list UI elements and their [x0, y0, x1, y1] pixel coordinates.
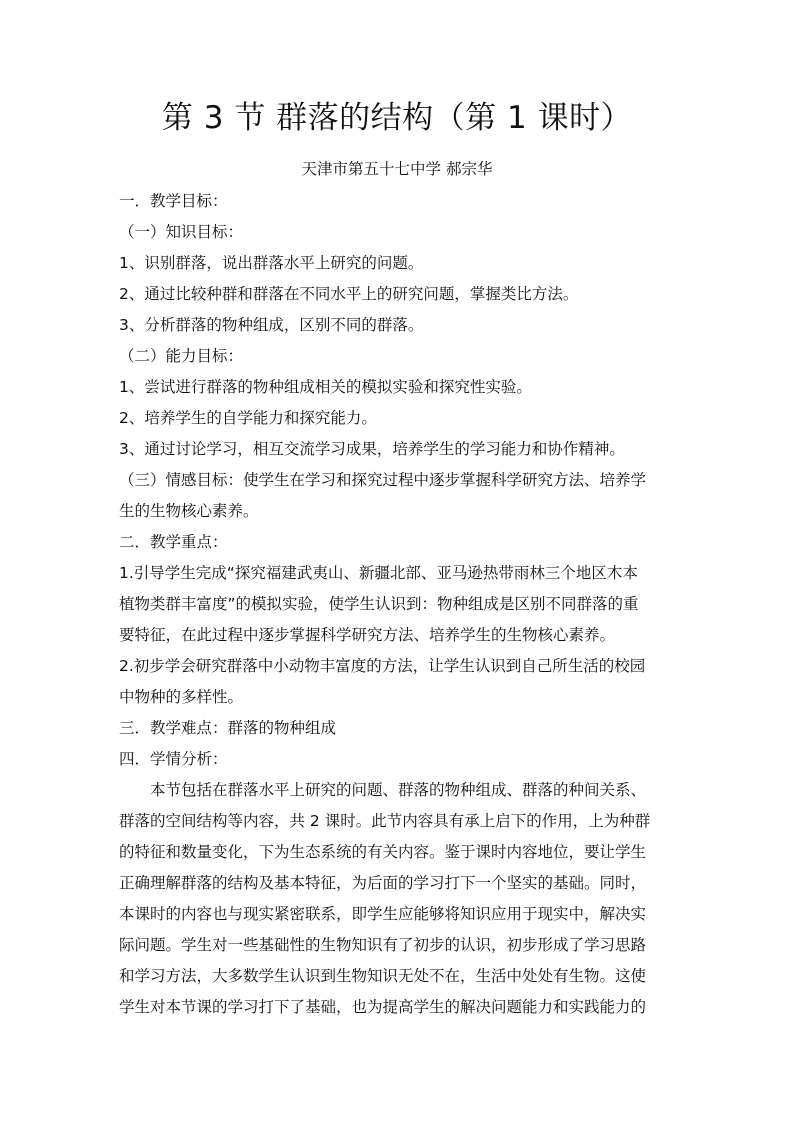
knowledge-item: 2、通过比较种群和群落在不同水平上的研究问题，掌握类比方法。	[119, 285, 579, 303]
analysis-line: 和学习方法，大多数学生认识到生物知识无处不在，生活中处处有生物。这使	[119, 967, 647, 985]
key-points-heading: 二．教学重点：	[119, 533, 228, 551]
ability-heading: （二）能力目标：	[119, 347, 244, 365]
analysis-line: 学生对本节课的学习打下了基础，也为提高学生的解决问题能力和实践能力的	[119, 998, 647, 1016]
analysis-line: 的特征和数量变化，下为生态系统的有关内容。鉴于课时内容地位，要让学生	[119, 843, 647, 861]
author-line: 天津市第五十七中学 郝宗华	[301, 160, 493, 178]
analysis-line: 本课时的内容也与现实紧密联系，即学生应能够将知识应用于现实中，解决实	[119, 905, 647, 923]
knowledge-heading: （一）知识目标：	[119, 223, 244, 241]
emotion-goal-line: 生的生物核心素养。	[119, 502, 259, 520]
document-body	[119, 186, 669, 1023]
key-point-line: 1.引导学生完成“探究福建武夷山、新疆北部、亚马逊热带雨林三个地区木本	[119, 564, 638, 582]
emotion-goal-line: （三）情感目标：使学生在学习和探究过程中逐步掌握科学研究方法、培养学	[119, 471, 647, 489]
difficulty-line: 三．教学难点：群落的物种组成	[119, 719, 337, 737]
analysis-line: 正确理解群落的结构及基本特征，为后面的学习打下一个坚实的基础。同时，	[119, 874, 647, 892]
key-point-line: 中物种的多样性。	[119, 688, 244, 706]
knowledge-item: 1、识别群落，说出群落水平上研究的问题。	[119, 254, 424, 272]
knowledge-item: 3、分析群落的物种组成，区别不同的群落。	[119, 316, 424, 334]
key-point-line: 植物类群丰富度”的模拟实验，使学生认识到：物种组成是区别不同群落的重	[119, 595, 639, 613]
analysis-heading: 四．学情分析：	[119, 750, 228, 768]
ability-item: 1、尝试进行群落的物种组成相关的模拟实验和探究性实验。	[119, 378, 532, 396]
ability-item: 2、培养学生的自学能力和探究能力。	[119, 409, 377, 427]
document-title: 第 3 节 群落的结构（第 1 课时）	[161, 100, 633, 136]
ability-item: 3、通过讨论学习，相互交流学习成果，培养学生的学习能力和协作精神。	[119, 440, 625, 458]
analysis-line: 群落的空间结构等内容，共 2 课时。此节内容具有承上启下的作用，上为种群	[119, 812, 651, 830]
analysis-line: 本节包括在群落水平上研究的问题、群落的物种组成、群落的种间关系、	[150, 781, 647, 799]
key-point-line: 2.初步学会研究群落中小动物丰富度的方法，让学生认识到自己所生活的校园	[119, 657, 646, 675]
key-point-line: 要特征，在此过程中逐步掌握科学研究方法、培养学生的生物核心素养。	[119, 626, 616, 644]
goals-heading: 一．教学目标：	[119, 192, 228, 210]
analysis-line: 际问题。学生对一些基础性的生物知识有了初步的认识，初步形成了学习思路	[119, 936, 647, 954]
